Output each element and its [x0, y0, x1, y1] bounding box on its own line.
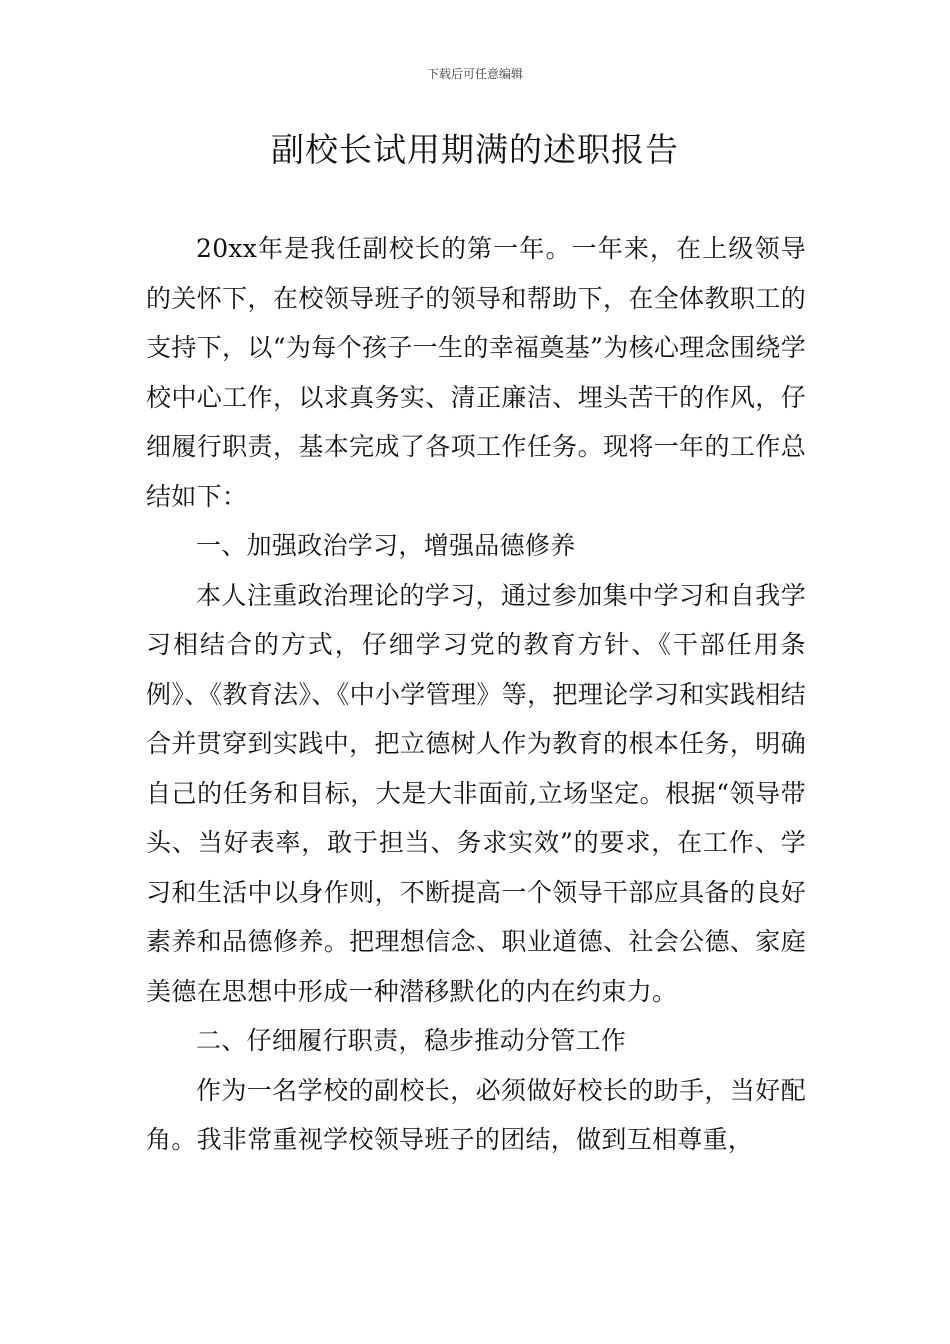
section-heading-1: 一、加强政治学习，增强品德修养 [196, 531, 576, 560]
section-1-paragraph: 本人注重政治理论的学习，通过参加集中学习和自我学习相结合的方式，仔细学习党的教育方针、《干部任用条例》、《教育法》、《中小学管理》等，把理论学习和实践相结合并贯穿到实践中，把立德树人作为教育的根本任务，明确自己的任务和目标，大是大非面前,立场坚定。根据“领导带头、当好表率，敢于担当、务求实效”的要求，在工作、学习和生活中以身作则，不断提高一个领导干部应具备的良好素养和品德修养。把理想信念、职业道德、社会公德、家庭美德在思想中形成一种潜移默化的内在约束力。 [146, 580, 806, 1006]
document-body [146, 224, 806, 1165]
intro-paragraph: 20xx年是我任副校长的第一年。一年来，在上级领导的关怀下，在校领导班子的领导和帮助下，在全体教职工的支持下，以“为每个孩子一生的幸福奠基”为核心理念围绕学校中心工作，以求真务实、清正廉洁、埋头苦干的作风，仔细履行职责，基本完成了各项工作任务。现将一年的工作总结如下： [146, 234, 806, 511]
section-heading-2: 二、仔细履行职责，稳步推动分管工作 [196, 1026, 627, 1055]
header-note: 下载后可任意编辑 [426, 67, 523, 81]
section-2-paragraph: 作为一名学校的副校长，必须做好校长的助手，当好配角。我非常重视学校领导班子的团结，做到互相尊重， [146, 1075, 806, 1154]
document-title: 副校长试用期满的述职报告 [271, 130, 679, 169]
